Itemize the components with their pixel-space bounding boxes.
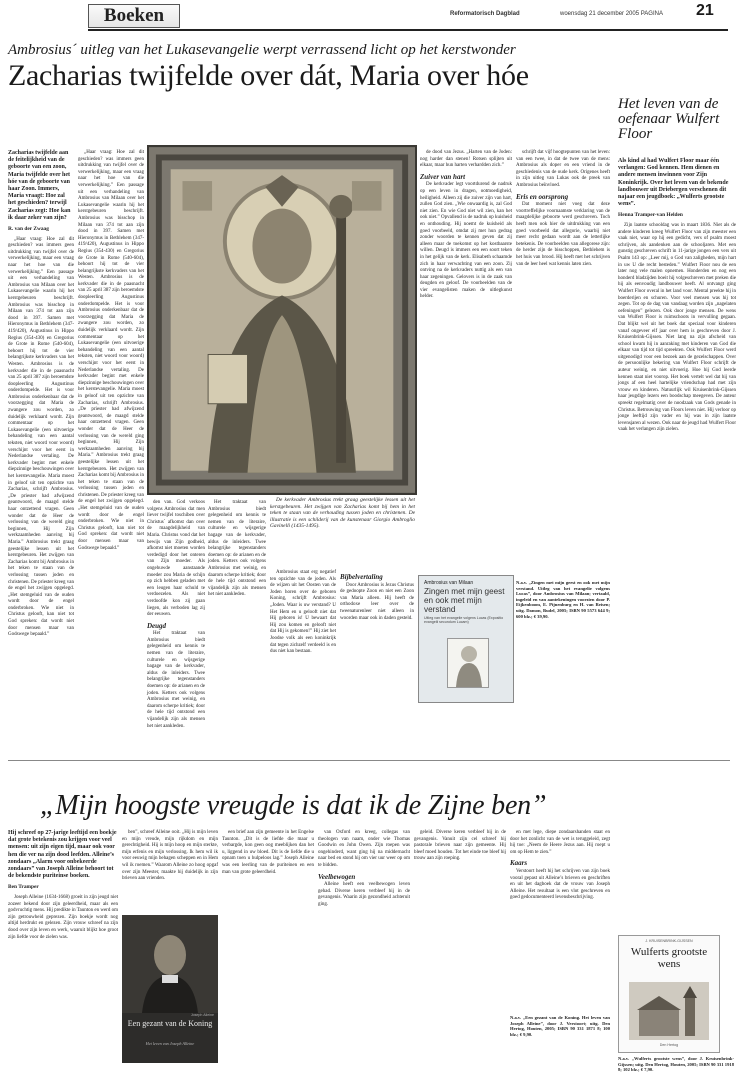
section-title: Boeken	[103, 5, 165, 26]
article2-column-3	[222, 830, 314, 1065]
book-cover-wulfert	[618, 935, 720, 1053]
sidebar-book-info	[618, 1056, 734, 1073]
article2-subhead-veelbewogen: Veelbewogen	[318, 872, 356, 881]
portrait-label: Joseph Alleine	[190, 1013, 214, 1017]
section-badge	[88, 4, 180, 28]
article1-kicker: Ambrosius´ uitleg van het Lukasevangelie werpt verrassend licht op het kerstwonder	[8, 42, 516, 58]
article1-text-3: Ambrosius staat erg negatief ten opzichte van de joden. Als de wijzen uit het Oosten van de Joden horen over de geboren Koning, schrijft Ambrosius: „Joden. Waar is uw verstand? U Het Hem en u gelooft niet dat Hij geboren is! U bewaart dat Hij zou komen en gelooft niet dat Hij is gekomen!” Hij ziet het Joodse volk als een koninkrijk dat tegen zichzelf verdeeld is en dus niet kan bestaan.	[270, 570, 336, 655]
article2-text-4b: Alleine heeft een veelbewogen leven gehad. Diverse keren verbleef hij in de gevangenis. Waarin zijn gezondheid achteruit ging.	[318, 882, 410, 907]
article1-text-5: schrijft dat vijf hoogtepunten van het leven: van een twee, in dat de twee van de mens: Ambrosius als doper en een vriend in de geschiedenis van de oude kerk. Origenes heeft in zijn uitleg van Lukas ook de preek van Ambrosius beïnvloed.	[516, 150, 610, 188]
article2-column-5	[414, 830, 506, 1065]
article1-text-4b: De kerkvader legt voortdurend de nadruk op een leven in dragen, ootmoedigheid, heiligheid. Alleen zij die zuiver zijn van hart, zullen God zien. „Wie onwaardig is, zal God niet zien. En wie God niet wil zien, kan het ook niet.” Opvallend is de nadruk op kuisheid en onthouding. Hij noemt de kuisheid als goed voorbeeld, omdat zij met hun gedrag zonder woorden te kennen geven dat zij alleen maar de toekomst op het kostbaarste willen. Deugd is immers een een soort teken in het gelijk van de kerk. Elisabeth schaamde zich in haar verwachting van een zoon. Zij ontving na de kerkvaders nuttig als een van haar zegeningen. Gelovers is in de zaak van deugden en geloof. De voorbeelden van de vier evangelisten maken de uitlegkunst helder.	[420, 182, 512, 300]
article2-text-4: van Oxford en kreeg, collegas van theologen van naam, onder wie Thomas Goodwin en John Owen. Zijn roepen was ongehinderd, want ging hij na middernacht naar bed en stond hij om vier uur weer op om te bidden.	[318, 830, 410, 868]
sidebar-column	[618, 158, 736, 918]
article2-column-2	[122, 830, 218, 912]
book-cover-ambrosius	[418, 575, 514, 703]
paper-name: Reformatorisch Dagblad	[450, 11, 520, 17]
book1-subtitle: Uitleg van het evangelie volgens Lucas (Expositio evangelii secundum Lucam)	[424, 616, 504, 624]
sidebar-byline: Henna Tramper-van Helden	[618, 212, 683, 219]
page-label: PAGINA	[640, 11, 663, 17]
sidebar-lead: Als kind al had Wulfert Floor maar één verlangen: God kennen. Hem dienen en andere mensen inwinnen voor Zijn Koninkrijk. Over het leven van de bekende landbouwer uit Driebergen verschenen dit najaar een jeugdboek: „Wulferts grootste wens”.	[618, 158, 729, 208]
article2-text-1: Joseph Alleine (1634-1668) groeit in zijn jeugd niet zozeer bekend door zijn geleerdheid, maar als een godvruchtig mens. Hij predikte in Taunton en werd om zijn getrouwheid geprezen. Zijn boekje wordt nog altijd herdrukt en gelezen. Zijn vrouw schreef na zijn dood over zijn leven en werk, waaruit blijkt hoe groot zijn liefde voor de zielen was.	[8, 895, 118, 940]
article1-text-1b: „Haar vraag: Hoe zal dit geschieden? was immers geen uitdrukking van twijfel over de verwerkelijking, maar een vraag naar het hoe van die verwerkelijking.” Een passage uit een verhandeling van Ambrosius van Milaan over het Lukasevangelie waarin hij het kerstgebeuren beschrijft. Ambrosius was bisschop in Milaan van 374 tot aan zijn dood in 397. Samen met Hieronymus in Bethlehem (347-419/420), Augustinus in Hippo Regius (354-430) en Gregorius de Grote in Rome (540-604), behoort hij tot de vier belangrijkste kerkvaders van het Westen. Ambrosius is de kerkvader die in de paasnacht van 25 april 387 zijn beroemdste doopleerling Augustinus onderdompelde. Het is voor Ambrosius onderkenbaar dat de voorzegging dat Maria de zwangere zou worden, zo duidelijk verklaard wordt. Zijn commentaar op het Lukasevangelie (een uitvoerige behandeling van een aantal teksten, niet woord voor woord) verschijnt voor het eerst in Nederlandse vertaling. De kerkvader begint met enkele diepzinnige beschouwingen over het kerstevangelie. Maria moest in geloof uit ten opzichte van Zacharias, schrijft Ambrosius. „De priester had afwijzend geantwoord, de maagd stelde haar ontzettend vragen. Geen wonder dat de Heer de verlossing van de wereld ging beginnen, Hij Zijn werkzaamheden aanving bij Maria.” Ambrosius trekt graag geestelijke lessen uit het kerstgebeuren. Het zwijgen van Zacharias komt bij Ambrosius in het teken te staan van de verlossing tussen joden en christenen. De priester kreeg van de engel het zwijgen opgelegd. „Het stemgeluid van de ouden wordt door de engel onderbroken. Wie niet in Christus gelooft, kan niet tot God spreken: dat wordt niet door mensen maar van Godswege bepaald.”	[78, 150, 144, 551]
portrait-title: Een gezant van de Koning	[127, 1019, 213, 1028]
article1-subhead-bijbelvertaling: Bijbelvertaling	[340, 573, 383, 581]
article1-text-3b: Door Ambrosius is Jezus Christus de gedoopte Zoon en niet een Zoon van Maria alleen. Hij heeft de orthodoxe leer over de tweenaturenleer niet alleen in woorden maar ook in daden gesteld.	[340, 582, 414, 621]
article1-column-3b	[340, 570, 414, 755]
article2-text-6: en met lege, diepe zondaarshanden staat en door het zonlicht van de wet is teruggeleid, zegt hij toe: „Neem de Heere Jezus aan. Hij roept u om op Hem te zien.”	[510, 830, 610, 855]
article2-subhead-kaars: Kaars	[510, 859, 528, 868]
article1-text-2: den van. God verkoos volgens Ambrosius dat men liever twijfel toschiben over Christus´ afkomst dan over de maagdelijkheid van Maria. Christus vond dat het bewijs van Zijn godheid, afkomst niet moeten worden verdedigd door het onteren van Zijn moeder. Als ongehuwde aanstaande moeder zou Maria de schijn op zich hebben geladen met een leugen haar schuld te verdoezelen. Als niet verdoofde kon zij gaan liegen, als verboden lag zij der eeuwen.	[147, 500, 205, 618]
sidebar-title: Het leven van de oefenaar Wulfert Floor	[618, 96, 720, 142]
article1-headline: Zacharias twijfelde over dát, Maria over hóe	[8, 59, 529, 92]
article1-lead: Zacharias twijfelde aan de feitelijkheid van de geboorte van een zoon, Maria twijfelde over het hóe van de geboorte van haar Zoon. Immers, Maria vraagt: Hoe zal het geschieden? terwijl Zacharias zegt: Hoe kan ik daar zeker van zijn?	[8, 150, 71, 221]
book2-cover-image	[629, 982, 709, 1040]
book1-figure-icon	[448, 639, 490, 689]
alleine-portrait-image	[122, 915, 218, 1013]
article1-subhead-eris: Eris en oorsprong	[516, 192, 569, 201]
book2-church-icon	[629, 982, 709, 1040]
article2-info-text: N.a.v. „Een gezant van de Koning. Het leven van Joseph Alleine”, door J. Verstoort; uitg. Den Hertog, Houten, 2005; ISBN 90 331 1871 8; 100 blz.; € 9,90.	[510, 1015, 610, 1037]
article2-byline: Ben Tramper	[8, 884, 39, 891]
section-divider	[8, 760, 730, 761]
header-rule	[88, 29, 728, 31]
date: woensdag 21 december 2005	[560, 11, 640, 17]
book-cover-alleine	[122, 915, 218, 1063]
article1-column-4	[420, 150, 512, 570]
page-number: 21	[696, 2, 714, 19]
ambrosius-painting	[147, 145, 417, 495]
article1-text-5b: Dat moment niet voeg dat deze voortreffelijke voornaamste verklaring van de maagdelijke geboorte werd geschreven. Toch heeft men ook hier de uitdrukking van een goed voorbeeld dat allegorie, waarbij niet meer recht gedaan wordt aan de letterlijke betekenis. De voorbeelden van allegorese zijn: de herder zijn de bisschoppen, Bethlehem is het huis van brood. Hij heeft met het schrijven van de leer heel wat kennis laten zien.	[516, 202, 610, 267]
article2-text-5: geleid. Diverse keren verbleef hij in de gevangenis. Vanuit zijn cel schreef hij pastorale brieven naar zijn gemeente. Hij bleef moed houden. Tot het einde toe bleef hij trouw aan zijn roeping.	[414, 830, 506, 862]
caption-text: De kerkvader Ambrosius trekt graag geestelijke lessen uit het kerstgebeuren. Het zwijgen van Zacharias komt bij hem in het teken te staan van de verhouding tussen joden en christenen. De illustratie is een schilderij van de kunstenaar Giorgio Ambroglio Gavinelli (1435-1495).	[270, 497, 415, 530]
article1-column-2	[147, 500, 205, 755]
sidebar-text: Zijn laatste schooldag was in maart 1836. Niet als de andere kinderen kreeg Wulfert Floor van zijn meester een vaak niet, waar op hij een gedicht, vers of psalm moest schrijven, als aandenken aan de schooljaren. Met een gunstig geschreven schrift in 11-jarige jongen een vers uit Psalm 143 op: „Leer mij, o God van zaligheden, mijn hart in uw U die recht besteden.” Wulfert Floor nou de een later nog vele malen opnemen. Honderden en nog een honderd bladzijden boeit hij volgeschreven met preken die hij als eenvoudig landbouwer heeft. Al ontvangt ging Wulfert Floor overal in het land voor. Mental preekte hij in boerderijen en schuren. Voor veel mensen was hij tot zegen. Tot op de dag van vandaag worden zijn „nagelaten oefeningen” gelezen. Ook door jonge mensen. De wens van Wulfert Floor is ruimschoots in vervulling gegaan. Dat blijkt wel uit het boek dat speciaal voor kinderen vanaf ongeveer elf jaar over hem is geschreven door J. Kruisenbrink-Gijssen. Niet lang na zijn afscheid van school kwam hij in aanraking met kinderen van God die elkaar van tijd tot tijd spreekten. Ook Wulfert Floor werd uitgenodigd voor een bezoek aan de gezelschappen. Over de persoonlijke bekering van Wulfert Floor schrijft de auteur weinig, en niet uitvoerig. Hoe hij God leerde kennen staat niet voorop. Het boek vertelt wel dat hij van jongs af een heel hartelijke vriendschap had met zijn vrouw en kinderen. Natuurlijk wil Kruisenbrink-Gijssen haar jeugdige lezers een boodschap meegeven. De auteur spreekt regelmatig over de noodzaak van Gods genade in Christus. Betrouwing van Floors leven niet. Hij verloor op jonge leeftijd zijn vader en hij was in zijn laatste levensjaren al wezen. Ook naar de jeugd had Wulfert Floor vaak het verlangen zijn zielen.	[618, 223, 736, 433]
article1-info-text: N.a.v. „Zingen met mijn geest en ook met mijn verstand. Uitleg van het evangelie volgens Lucas”, door Ambrosius van Milaan; vertaald, ingeleid en van aantekeningen voorzien door P. Eijkenboom, E. Pijnenburg en H. van Reisen; uitg. Damon, Budel, 2005; ISBN 90 5573 644 9; 600 blz.; € 39,90.	[516, 580, 610, 619]
article1-column-3	[270, 570, 336, 755]
book2-author: J. KRUISENBRINK-GIJSSEN	[645, 939, 693, 943]
book1-title: Zingen met mijn geest en ook met mijn verstand	[424, 587, 505, 614]
article1-subhead-deugd: Deugd	[147, 621, 167, 630]
article2-column-1	[8, 830, 118, 1065]
painting-image	[149, 147, 415, 493]
article1-column-1	[8, 150, 74, 755]
date-line	[560, 11, 663, 17]
article1-column-1b	[78, 150, 144, 755]
article2-headline: „Mijn hoogste vreugde is dat ik de Zijne ben”	[40, 790, 547, 821]
article1-text-2b: Het traktaat van Ambrosius biedt gelegenheid om kennis te nemen van de literaire, culturele en wijsgerige bagage van de kerkvader, aldus de inleiders. Twee belangrijke tegenstanders doemen op: de arianen en de joden. Ketters ook volgens Ambrosius met weinig, en daarom scherpe kritiek; door de hele tijd ontstond een vijandelijk zijn als mensen het niet aankleden.	[147, 631, 205, 729]
article2-book-info	[510, 1015, 610, 1063]
article1-text-4: de dood van Jezus. „Harten van de Joden: nog harder dan stenen! Rotsen splijten uit elkaar, maar hun harten verhardden zich.”	[420, 150, 512, 169]
article1-book-info	[516, 580, 610, 705]
book2-publisher: Den Hertog	[659, 1043, 679, 1047]
page-header	[0, 0, 738, 30]
article1-column-2b	[208, 500, 266, 755]
book1-cover-image	[447, 638, 489, 688]
article2-text-6b: Verstoort heeft hij het schrijven van zijn boek vooral gepast uit Alleine’s brieven en geschriften en uit het dagboek dat de vrouw van Joseph Alleine. Het resultaat is een vlot geschreven en goed gedocumenteerd levensbeschrijving.	[510, 868, 610, 901]
article1-subhead-zuiver: Zuiver van hart	[420, 172, 466, 181]
article2-lead: Hij schreef op 27-jarige leeftijd een boekje dat grote betekenis zou krijgen voor veel mensen: uit zijn eigen tijd, maar ook voor hen die ver na zijn dood leefden. Alleine’s zondaars „Alarm voor onbekeerde zondaars” van Joseph Alleine behoort tot de bekendste puriteinse boeken.	[8, 830, 117, 880]
article2-column-4	[318, 830, 410, 1065]
article2-text-2: ben”, schreef Alleine ooit. „Hij is mijn leven en mijn vreude, mijn rijkdom en mijn gerechtigheid. Hij is mijn hoop en mijn sterkte, mijn erfenis en mijn verlossing. Ik hem wil ik voor eeuwig mijn behagen scheppen en in Hem wil ik roemen.” Waarom Alleine zo hoog opgaf over zijn Meester, maakte hij duidelijk in zijn brieven aan vrienden.	[122, 830, 218, 882]
article1-column-5	[516, 150, 610, 570]
article2-text-3: een brief aan zijn gemeente in het Engelse Taunton. „Dit is de liefde die maar u verbargde, kon geen oog meeblijken dan het u, liggend in uw bloed. Dit is de liefde die u opnam toen u hulpeloos lag.” Joseph Alleine was een leerling van de puriteinen en een man van grote geleerdheid.	[222, 830, 314, 875]
article2-column-6	[510, 830, 610, 1010]
article1-text-2c: Het traktaat van Ambrosius biedt gelegenheid om kennis te nemen van de literaire, culturele en wijsgerige bagage van de kerkvader, aldus de inleiders. Twee belangrijke tegenstanders doemen op: de arianen en de joden. Ketters ook volgens Ambrosius met weinig, en daarom scherpe kritiek; door de hele tijd ontstond een vijandelijk zijn als mensen het niet aankleden.	[208, 500, 266, 598]
book1-author: Ambrosius van Milaan	[424, 580, 474, 586]
sidebar-info-text: N.a.v. „Wulferts grootste wens”, door J. Kruisenbrink-Gijssen; uitg. Den Hertog, Houten, 2005; ISBN 90 331 1918 8; 102 blz.; € 7,90.	[618, 1056, 734, 1073]
portrait-subtitle: Het leven van Joseph Alleine	[145, 1041, 195, 1046]
book2-title: Wulferts grootste wens	[630, 946, 708, 970]
painting-caption	[270, 497, 415, 567]
article1-byline: R. van der Zwaag	[8, 226, 49, 233]
article1-text-1: „Haar vraag: Hoe zal dit geschieden? was immers geen uitdrukking van twijfel over de verwerkelijking, maar een vraag naar het hoe van die verwerkelijking.” Een passage uit een verhandeling van Ambrosius van Milaan over het Lukasevangelie waarin hij het kerstgebeuren beschrijft. Ambrosius was bisschop in Milaan van 374 tot aan zijn dood in 397. Samen met Hieronymus in Bethlehem (347-419/420), Augustinus in Hippo Regius (354-430) en Gregorius de Grote in Rome (540-604), behoort hij tot de vier belangrijkste kerkvaders van het Westen. Ambrosius is de kerkvader die in de paasnacht van 25 april 387 zijn beroemdste doopleerling Augustinus onderdompelde. Het is voor Ambrosius onderkenbaar dat de voorzegging dat Maria de zwangere zou worden, zo duidelijk verklaard wordt. Zijn commentaar op het Lukasevangelie (een uitvoerige behandeling van een aantal teksten, niet woord voor woord) verschijnt voor het eerst in Nederlandse vertaling. De kerkvader begint met enkele diepzinnige beschouwingen over het kerstevangelie. Maria moest in geloof uit ten opzichte van Zacharias, schrijft Ambrosius. „De priester had afwijzend geantwoord, de maagd stelde haar ontzettend vragen. Geen wonder dat de Heer de verlossing van de wereld ging beginnen, Hij Zijn werkzaamheden aanving bij Maria.” Ambrosius trekt graag geestelijke lessen uit het kerstgebeuren. Het zwijgen van Zacharias komt bij Ambrosius in het teken te staan van de verlossing tussen joden en christenen. De priester kreeg van de engel het zwijgen opgelegd. „Het stemgeluid van de ouden wordt door de engel onderbroken. Wie niet in Christus gelooft, kan niet tot God spreken: dat wordt niet door mensen maar van Godswege bepaald.”	[8, 236, 74, 638]
